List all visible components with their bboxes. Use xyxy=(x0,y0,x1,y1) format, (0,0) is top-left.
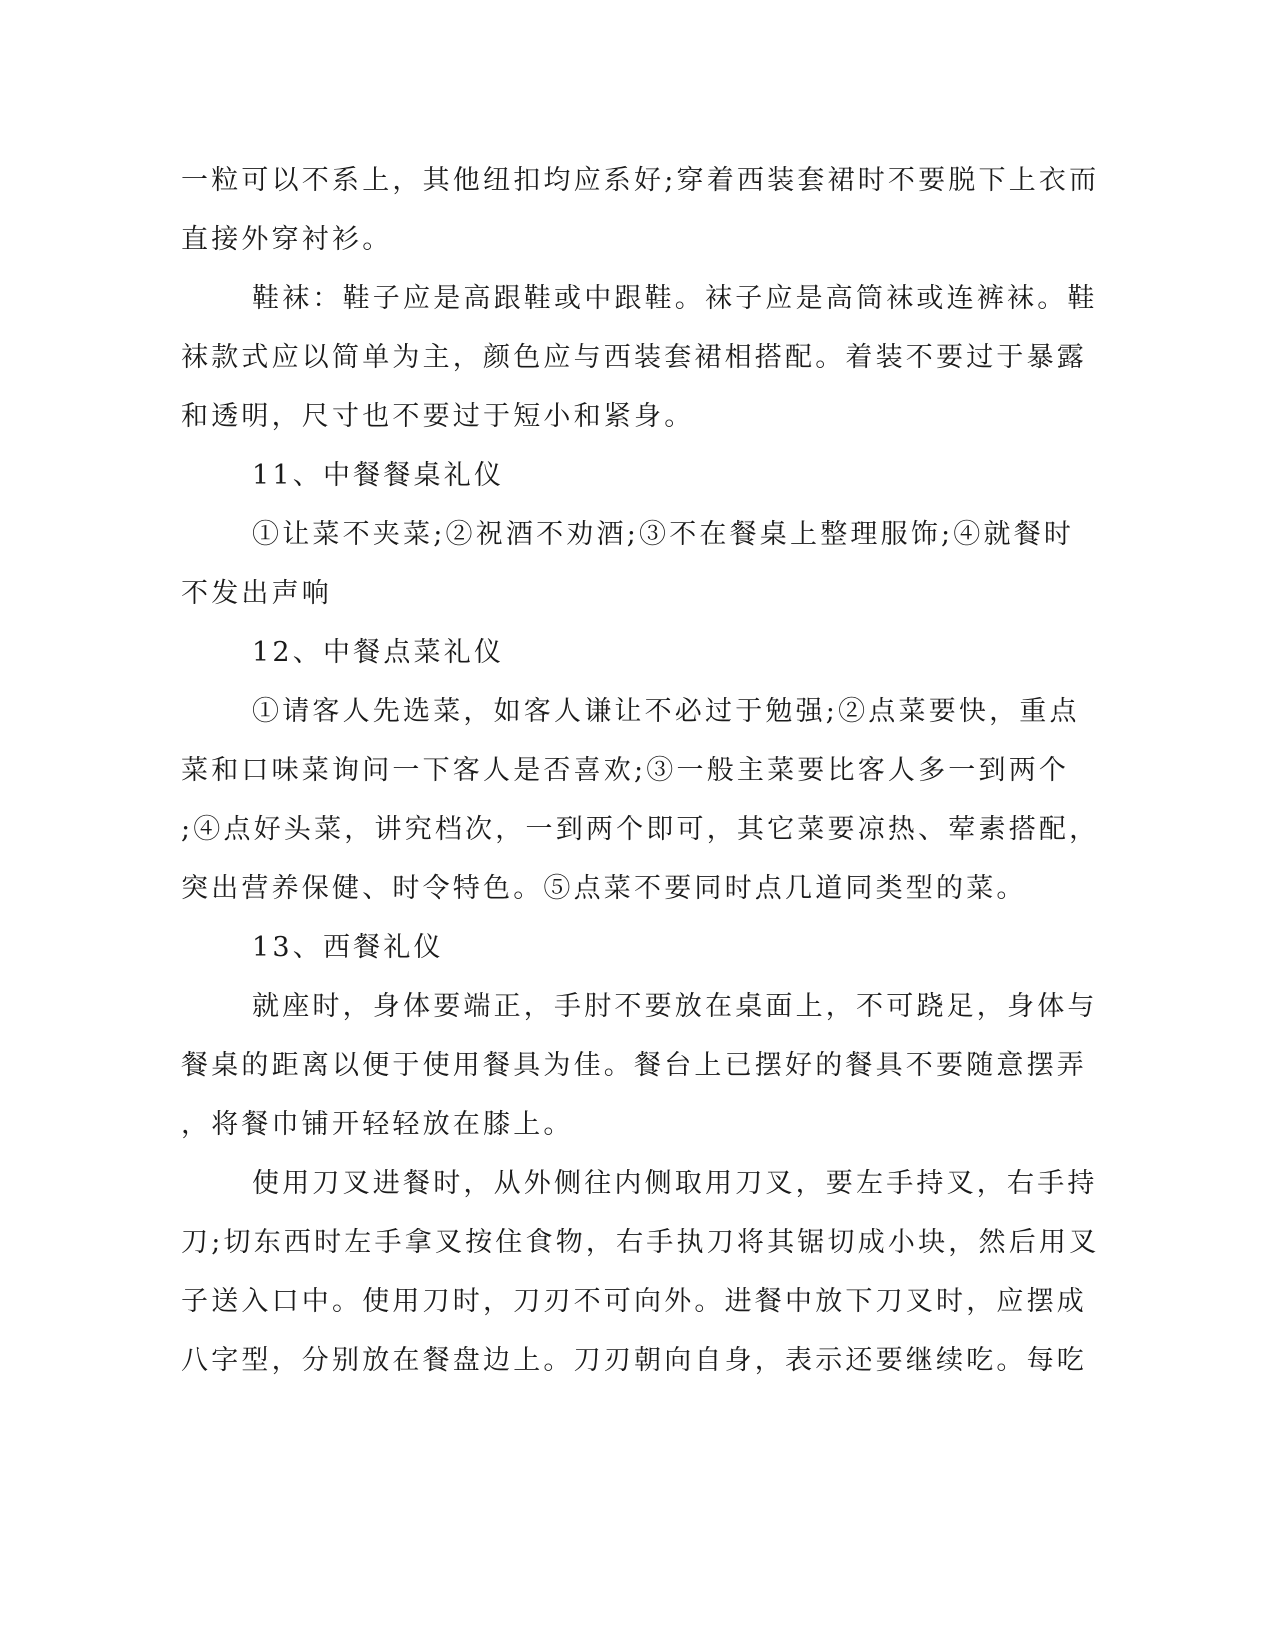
section-heading: 11、中餐餐桌礼仪 xyxy=(252,460,505,491)
text-line: 就座时，身体要端正，手肘不要放在桌面上，不可跷足，身体与 xyxy=(252,991,1098,1022)
section-heading: 12、中餐点菜礼仪 xyxy=(252,637,505,668)
text-line: 八字型，分别放在餐盘边上。刀刃朝向自身，表示还要继续吃。每吃 xyxy=(181,1345,1087,1376)
text-line: 菜和口味菜询问一下客人是否喜欢;③一般主菜要比客人多一到两个 xyxy=(181,755,1070,786)
text-line: 鞋袜：鞋子应是高跟鞋或中跟鞋。袜子应是高筒袜或连裤袜。鞋 xyxy=(252,283,1098,314)
text-line: 不发出声响 xyxy=(181,578,332,609)
text-line: 一粒可以不系上，其他纽扣均应系好;穿着西装套裙时不要脱下上衣而 xyxy=(181,165,1100,196)
text-line: 餐桌的距离以便于使用餐具为佳。餐台上已摆好的餐具不要随意摆弄 xyxy=(181,1050,1087,1081)
text-line: 直接外穿衬衫。 xyxy=(181,224,393,255)
text-line: ;④点好头菜，讲究档次，一到两个即可，其它菜要凉热、荤素搭配， xyxy=(181,814,1100,845)
text-line: 和透明，尺寸也不要过于短小和紧身。 xyxy=(181,401,695,432)
text-line: ①让菜不夹菜;②祝酒不劝酒;③不在餐桌上整理服饰;④就餐时 xyxy=(252,519,1075,550)
section-heading: 13、西餐礼仪 xyxy=(252,932,444,963)
text-line: 子送入口中。使用刀时，刀刃不可向外。进餐中放下刀叉时，应摆成 xyxy=(181,1286,1087,1317)
text-line: 袜款式应以简单为主，颜色应与西装套裙相搭配。着装不要过于暴露 xyxy=(181,342,1087,373)
text-line: 突出营养保健、时令特色。⑤点菜不要同时点几道同类型的菜。 xyxy=(181,873,1027,904)
text-line: ①请客人先选菜，如客人谦让不必过于勉强;②点菜要快，重点 xyxy=(252,696,1080,727)
text-line: ，将餐巾铺开轻轻放在膝上。 xyxy=(181,1109,574,1140)
text-line: 使用刀叉进餐时，从外侧往内侧取用刀叉，要左手持叉，右手持 xyxy=(252,1168,1098,1199)
text-line: 刀;切东西时左手拿叉按住食物，右手执刀将其锯切成小块，然后用叉 xyxy=(181,1227,1100,1258)
